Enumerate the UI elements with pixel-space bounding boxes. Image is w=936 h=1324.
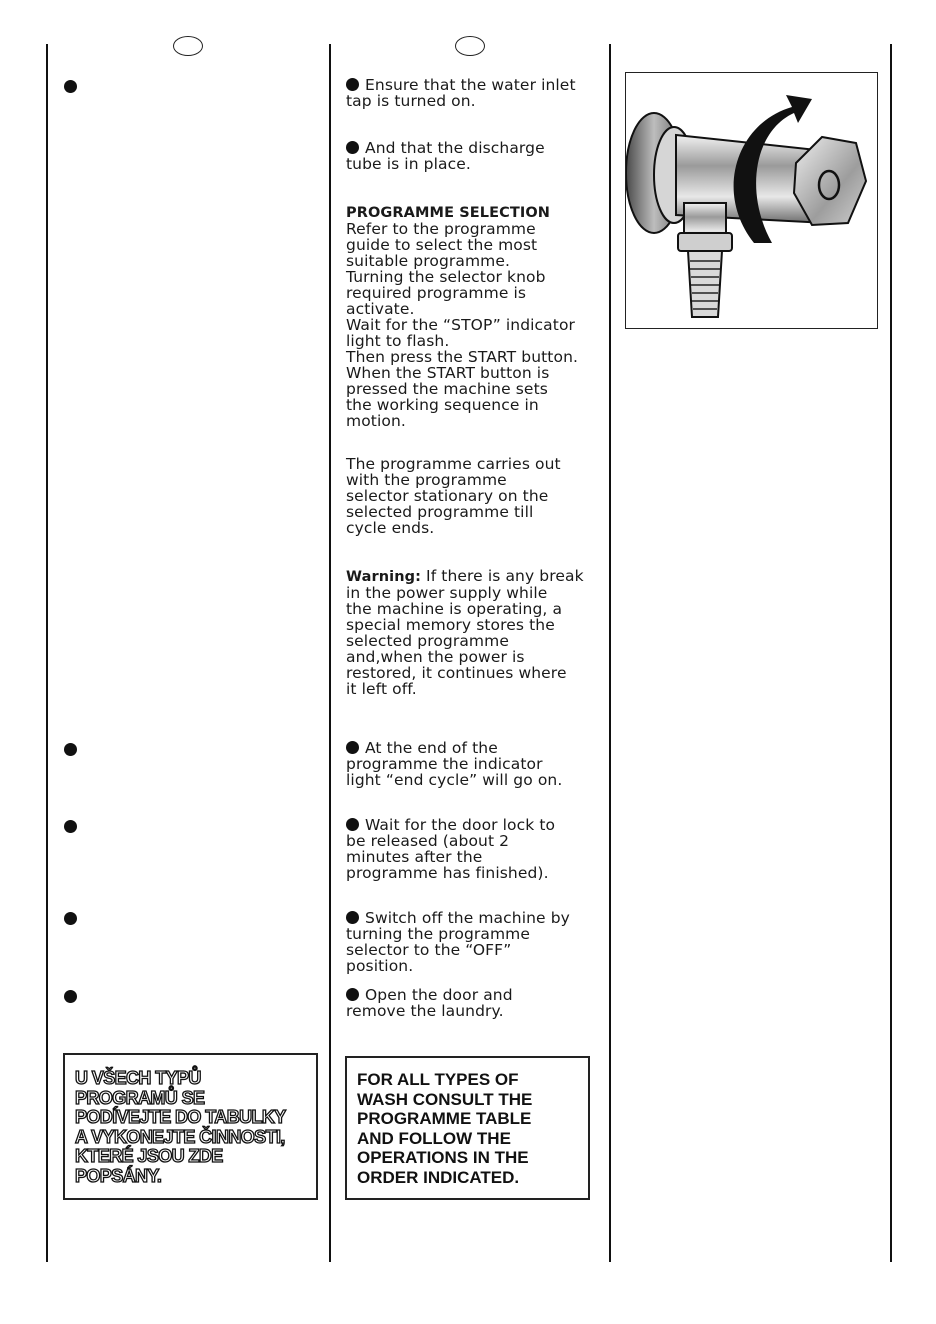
notice-box-cz: U VŠECH TYPŮ PROGRAMŮ SE PODÍVEJTE DO TABULKY A VYKONEJTE ČINNOSTI, KTERÉ JSOU ZDE POPSÁNY. xyxy=(63,1053,318,1200)
bullet-icon xyxy=(346,818,359,831)
instruction-switch-off: Switch off the machine by turning the programme selector to the “OFF” position. xyxy=(346,909,570,975)
bullet-cz-3 xyxy=(64,820,77,833)
programme-selection-heading: PROGRAMME SELECTION xyxy=(346,205,551,221)
bullet-icon xyxy=(346,988,359,1001)
warning-text: If there is any break in the power supply while the machine is operating, a special memory stores the selected programme and,when the power is restored, it continues where it left off. xyxy=(346,567,584,698)
column-rule-edge xyxy=(890,44,892,1262)
instruction-tube: And that the discharge tube is in place. xyxy=(346,139,545,173)
notice-box-en: FOR ALL TYPES OF WASH CONSULT THE PROGRAMME TABLE AND FOLLOW THE OPERATIONS IN THE ORDER INDICATED. xyxy=(345,1056,590,1200)
bullet-icon xyxy=(346,911,359,924)
column-rule-middle xyxy=(329,44,331,1262)
tap-illustration xyxy=(625,72,878,329)
column-rule-left xyxy=(46,44,48,1262)
instruction-tap: Ensure that the water inlet tap is turned on. xyxy=(346,76,576,110)
bullet-cz-4 xyxy=(64,912,77,925)
bullet-icon xyxy=(346,78,359,91)
programme-selection-body: Refer to the programme guide to select the most suitable programme. Turning the selector knob required programme is activate. Wait for the “STOP” indicator light to flash. Then press the START button. When the START button is pressed the machine sets the working sequence in motion. xyxy=(346,220,579,430)
language-marker-cz xyxy=(173,36,203,56)
bullet-cz-1 xyxy=(64,80,77,93)
instruction-open-door: Open the door and remove the laundry. xyxy=(346,986,513,1020)
bullet-cz-2 xyxy=(64,743,77,756)
bullet-icon xyxy=(346,141,359,154)
water-tap-turn-icon xyxy=(626,73,876,327)
bullet-cz-5 xyxy=(64,990,77,1003)
instruction-end-cycle: At the end of the programme the indicator light “end cycle” will go on. xyxy=(346,739,563,789)
programme-selection xyxy=(346,204,598,429)
warning-label: Warning: xyxy=(346,569,422,585)
stationary-paragraph: The programme carries out with the programme selector stationary on the selected programme till cycle ends. xyxy=(346,455,561,537)
column-rule-right xyxy=(609,44,611,1262)
warning-paragraph xyxy=(346,568,598,697)
language-marker-en xyxy=(455,36,485,56)
bullet-icon xyxy=(346,741,359,754)
instruction-door-lock: Wait for the door lock to be released (about 2 minutes after the programme has finished). xyxy=(346,816,556,882)
